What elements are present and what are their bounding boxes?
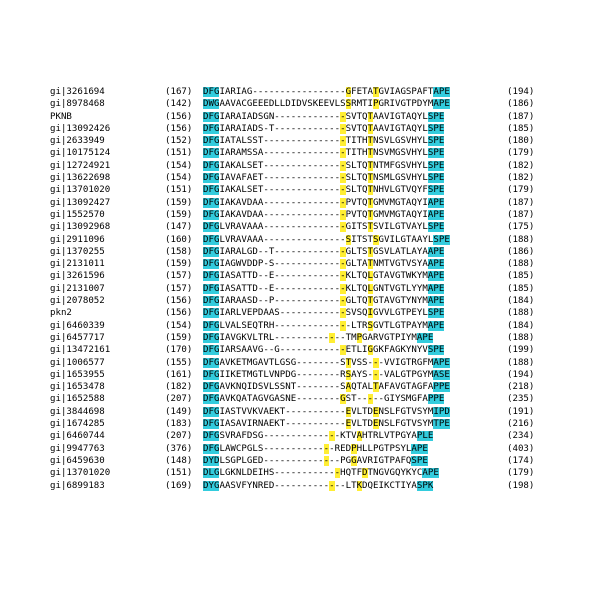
end-position: (185) [507, 283, 535, 294]
end-position: (188) [507, 308, 535, 319]
alignment-row [50, 221, 570, 233]
start-position: (182) [165, 382, 193, 393]
start-position: (157) [165, 283, 193, 294]
start-position: (148) [165, 455, 193, 466]
end-position: (185) [507, 271, 535, 282]
sequence-residues: DFGIARAASD--P-------------GLTQTGTAVGTYNYMAPE [203, 296, 445, 307]
sequence-id: gi|3844698 [50, 406, 105, 417]
alignment-row [50, 147, 570, 159]
end-position: (188) [507, 234, 535, 245]
alignment-row [50, 135, 570, 147]
end-position: (174) [507, 455, 535, 466]
sequence-id: gi|2131007 [50, 283, 105, 294]
end-position: (184) [507, 320, 535, 331]
start-position: (156) [165, 111, 193, 122]
sequence-id: gi|13092426 [50, 123, 111, 134]
sequence-residues: DFGIARLVEPDAAS------------SVSQIGVVLGTPEYLSPE [203, 308, 445, 319]
sequence-id: gi|6460339 [50, 320, 105, 331]
sequence-id: gi|6899183 [50, 480, 105, 491]
alignment-row [50, 184, 570, 196]
start-position: (159) [165, 259, 193, 270]
sequence-residues: DFGIARAMSSA---------------TITHTNSVMGSVHYLSPE [203, 148, 445, 159]
alignment-row [50, 283, 570, 295]
start-position: (376) [165, 443, 193, 454]
sequence-id: gi|9947763 [50, 443, 105, 454]
alignment-row [50, 430, 570, 442]
start-position: (159) [165, 332, 193, 343]
start-position: (152) [165, 136, 193, 147]
end-position: (188) [507, 259, 535, 270]
end-position: (191) [507, 406, 535, 417]
alignment-row [50, 98, 570, 110]
sequence-residues: DFGIAVAFAET---------------SLTQTNSMLGSVHYLSPE [203, 173, 445, 184]
end-position: (199) [507, 345, 535, 356]
end-position: (186) [507, 246, 535, 257]
alignment-row [50, 111, 570, 123]
end-position: (179) [507, 468, 535, 479]
sequence-residues: DFGIARIAG-----------------GFETATGVIAGSPAFTAPE [203, 87, 450, 97]
end-position: (188) [507, 332, 535, 343]
start-position: (159) [165, 209, 193, 220]
alignment-row [50, 467, 570, 479]
end-position: (180) [507, 136, 535, 147]
start-position: (149) [165, 406, 193, 417]
alignment-row [50, 455, 570, 467]
sequence-residues: DFGLVRAVAAA---------------SITSTSGVILGTAAYLSPE [203, 234, 450, 245]
sequence-id: gi|1653478 [50, 382, 105, 393]
alignment-row [50, 418, 570, 430]
start-position: (169) [165, 480, 193, 491]
sequence-id: gi|6457717 [50, 332, 105, 343]
start-position: (167) [165, 87, 193, 97]
sequence-id: gi|1653955 [50, 369, 105, 380]
start-position: (151) [165, 468, 193, 479]
start-position: (160) [165, 234, 193, 245]
sequence-residues: DFGIAKALSET---------------SLTQTNHVLGTVQYFSPE [203, 185, 445, 196]
start-position: (159) [165, 197, 193, 208]
sequence-residues: DFGIASTVVKVAEKT-----------EVLTDENSLFGTVSYMIPD [203, 406, 450, 417]
sequence-id: pkn2 [50, 308, 72, 319]
alignment-row [50, 344, 570, 356]
alignment-row [50, 307, 570, 319]
sequence-id: gi|2131011 [50, 259, 105, 270]
start-position: (157) [165, 271, 193, 282]
alignment-row [50, 406, 570, 418]
alignment-row [50, 332, 570, 344]
sequence-residues: DFGLVALSEQTRH--------------LTRSGVTLGTPAYMAPE [203, 320, 445, 331]
sequence-residues: DFGIAKAVDAA---------------PVTQTGMVMGTAQYIAPE [203, 197, 445, 208]
end-position: (186) [507, 99, 535, 110]
sequence-residues: DFGIASAVIRNAEKT-----------EVLTDENSLFGTVSYMTPE [203, 419, 450, 430]
end-position: (182) [507, 173, 535, 184]
sequence-id: gi|2911096 [50, 234, 105, 245]
sequence-residues: DWGAAVACGEEEDLLDIDVSKEEVLSSRMTIPGRIVGTPDYMAPE [203, 99, 450, 110]
sequence-residues: DFGSVRAFDSG--------------KTVAHTRLVTPGYAPLE [203, 431, 434, 442]
start-position: (207) [165, 394, 193, 405]
sequence-id: gi|6460744 [50, 431, 105, 442]
sequence-residues: DFGIARSAAVG--G------------ETLIGGKFAGKYNYVSPE [203, 345, 445, 356]
sequence-residues: DYDLSGPLGED--------------PGGAVRIGTPAFQSPE [203, 455, 428, 466]
sequence-id: gi|13092427 [50, 197, 111, 208]
sequence-residues: DFGIARAIADS-T-------------SVTQTAAVIGTAQYLSPE [203, 123, 445, 134]
alignment-row [50, 381, 570, 393]
sequence-id: gi|2078052 [50, 296, 105, 307]
sequence-residues: DLGLGKNLDEIHS------------HQTFDTNGVGQYKYCAPE [203, 468, 439, 479]
sequence-residues: DYGAASVFYNRED-------------LTKDQEIKCTIYASPK [203, 480, 434, 491]
start-position: (155) [165, 357, 193, 368]
sequence-id: gi|12724921 [50, 160, 111, 171]
alignment-row [50, 246, 570, 258]
alignment-row [50, 443, 570, 455]
sequence-residues: DFGAVKETMGAVTLGSG--------STVSS---VVIGTRGFMAPE [203, 357, 450, 368]
start-position: (170) [165, 345, 193, 356]
sequence-id: gi|10175124 [50, 148, 111, 159]
alignment-row [50, 270, 570, 282]
sequence-id: gi|1674285 [50, 419, 105, 430]
alignment-row [50, 393, 570, 405]
sequence-residues: DFGIARALGD--T-------------GLTSTGSVLATLAYAAPE [203, 246, 445, 257]
start-position: (156) [165, 296, 193, 307]
sequence-residues: DFGLAWCPGLS-------------REDPHLLPGTPSYLAPE [203, 443, 428, 454]
end-position: (235) [507, 394, 535, 405]
sequence-id: gi|2633949 [50, 136, 105, 147]
alignment-row [50, 123, 570, 135]
sequence-residues: DFGLVRAVAAA---------------GITSTSVILGTVAYLSPE [203, 222, 445, 233]
sequence-id: gi|8978468 [50, 99, 105, 110]
start-position: (207) [165, 431, 193, 442]
sequence-id: gi|13622698 [50, 173, 111, 184]
start-position: (154) [165, 320, 193, 331]
start-position: (156) [165, 123, 193, 134]
sequence-residues: DFGIASATTD--E-------------KLTQLGTAVGTWKYMAPE [203, 271, 445, 282]
sequence-residues: DFGIIKETMGTLVNPDG--------RSAYS---VALGTPGYMASE [203, 369, 450, 380]
sequence-id: gi|13092968 [50, 222, 111, 233]
start-position: (154) [165, 160, 193, 171]
start-position: (156) [165, 308, 193, 319]
start-position: (142) [165, 99, 193, 110]
sequence-residues: DFGIARAIADSGN-------------SVTQTAAVIGTAQYLSPE [203, 111, 445, 122]
end-position: (187) [507, 209, 535, 220]
sequence-id: gi|6459630 [50, 455, 105, 466]
start-position: (158) [165, 246, 193, 257]
sequence-residues: DFGIAGWVDDP-S-------------GLTATNMTVGTVSYAAPE [203, 259, 445, 270]
alignment-row [50, 258, 570, 270]
end-position: (218) [507, 382, 535, 393]
start-position: (147) [165, 222, 193, 233]
alignment-row [50, 209, 570, 221]
start-position: (161) [165, 369, 193, 380]
sequence-residues: DFGIAVGKVLTRL-------------TMPGARVGTPIYMAPE [203, 332, 434, 343]
sequence-id: gi|1652588 [50, 394, 105, 405]
start-position: (151) [165, 148, 193, 159]
sequence-id: gi|1370255 [50, 246, 105, 257]
sequence-id: gi|13472161 [50, 345, 111, 356]
end-position: (179) [507, 148, 535, 159]
end-position: (194) [507, 87, 535, 97]
sequence-residues: DFGAVKNQIDSVLSSNT--------SAQTALTAFAVGTAGFAPPE [203, 382, 450, 393]
sequence-id: gi|13701020 [50, 185, 111, 196]
alignment-row [50, 369, 570, 381]
sequence-residues: DFGIAKAVDAA---------------PVTQTGMVMGTAQYIAPE [203, 209, 445, 220]
alignment-row [50, 172, 570, 184]
alignment-row [50, 86, 570, 98]
sequence-id: gi|3261596 [50, 271, 105, 282]
end-position: (187) [507, 197, 535, 208]
alignment-row [50, 295, 570, 307]
sequence-residues: DFGIASATTD--E-------------KLTQLGNTVGTLYYMAPE [203, 283, 445, 294]
end-position: (175) [507, 222, 535, 233]
end-position: (198) [507, 480, 535, 491]
start-position: (154) [165, 173, 193, 184]
sequence-residues: DFGAVKQATAGVGASNE--------GST-----GIYSMGFAPPE [203, 394, 445, 405]
end-position: (403) [507, 443, 535, 454]
sequence-id: gi|1552570 [50, 209, 105, 220]
sequence-residues: DFGIAKALSET---------------SLTQTNTMFGSVHYLSPE [203, 160, 445, 171]
alignment-row [50, 234, 570, 246]
alignment-row [50, 480, 570, 492]
start-position: (151) [165, 185, 193, 196]
end-position: (187) [507, 111, 535, 122]
end-position: (216) [507, 419, 535, 430]
sequence-id: gi|1006577 [50, 357, 105, 368]
alignment-row [50, 160, 570, 172]
sequence-id: gi|13701020 [50, 468, 111, 479]
alignment-row [50, 197, 570, 209]
end-position: (185) [507, 123, 535, 134]
alignment-row [50, 357, 570, 369]
sequence-id: PKNB [50, 111, 72, 122]
sequence-id: gi|3261694 [50, 87, 105, 97]
alignment-row [50, 320, 570, 332]
end-position: (179) [507, 185, 535, 196]
end-position: (234) [507, 431, 535, 442]
sequence-residues: DFGIATALSST---------------TITHTNSVLGSVHYLSPE [203, 136, 445, 147]
sequence-alignment [50, 86, 570, 492]
start-position: (183) [165, 419, 193, 430]
end-position: (194) [507, 369, 535, 380]
end-position: (184) [507, 296, 535, 307]
end-position: (182) [507, 160, 535, 171]
end-position: (188) [507, 357, 535, 368]
